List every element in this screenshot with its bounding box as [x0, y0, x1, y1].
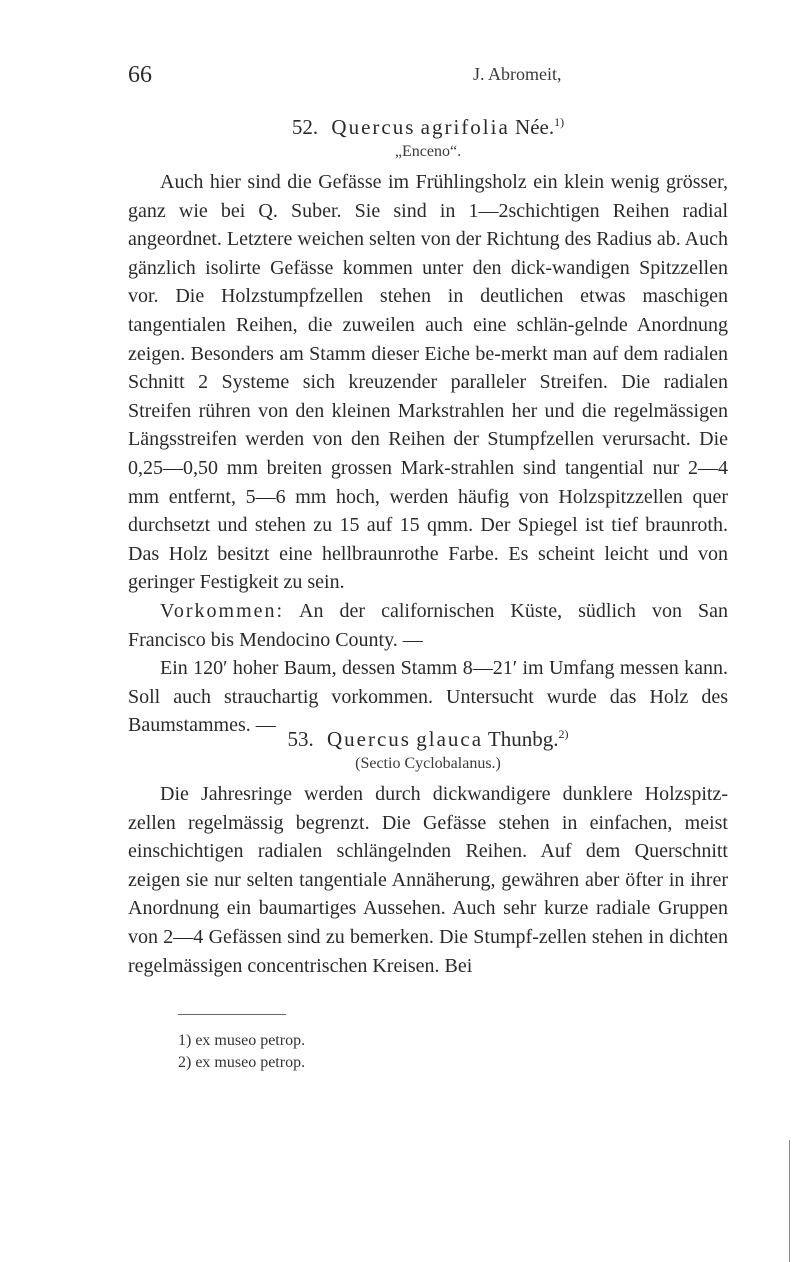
- section-52-body: [128, 168, 728, 740]
- body-paragraph: Ein 120′ hoher Baum, dessen Stamm 8—21′ im Umfang messen kann. Soll auch strauchartig vorkommen. Untersucht wurde das Holz des Baumstammes. —: [128, 657, 728, 737]
- footnote-rule: [178, 1014, 286, 1015]
- genus-name: Quercus: [331, 115, 416, 139]
- occurrence-label: Vorkommen:: [160, 599, 285, 622]
- section-number: 53.: [287, 727, 314, 751]
- species-epithet: glauca: [416, 727, 484, 751]
- footnote-ref: 2): [558, 727, 569, 741]
- page-edge-line: [789, 1140, 790, 1262]
- running-head: J. Abromeit,: [473, 64, 562, 84]
- occurrence-text: An der californischen Küste, südlich von San Francisco bis Mendocino County. —: [128, 599, 728, 651]
- footnote-ref: 1): [554, 115, 565, 129]
- page-number: 66: [128, 62, 152, 88]
- section-subline: (Sectio Cyclobalanus.): [355, 755, 501, 772]
- footnote: 2) ex museo petrop.: [178, 1054, 306, 1071]
- section-53-title: [128, 720, 728, 753]
- vernacular-name: „Enceno“.: [394, 143, 462, 160]
- author-name: Née.: [515, 115, 555, 139]
- section-53-heading: [128, 720, 728, 775]
- section-52-title: [128, 108, 728, 141]
- genus-name: Quercus: [327, 727, 411, 751]
- section-number: 52.: [291, 115, 319, 139]
- section-52-heading: [128, 108, 728, 163]
- page-header: [128, 62, 728, 92]
- body-paragraph: Die Jahresringe werden durch dickwandigere dunklere Holzspitz-zellen regelmässig begrenzt. Die Gefässe stehen in einfachen, meist einschichtigen radialen schlängelnden Reihen. Auf dem Querschnitt zeigen sie nur selten tangentiale Annäherung, gewähren aber öfter in ihrer Anordnung ein baumartiges Aussehen. Auch sehr kurze radiale Gruppen von 2—4 Gefässen sind zu bemerken. Die Stumpf-zellen stehen in dichten regelmässigen concentrischen Kreisen. Bei: [128, 783, 728, 977]
- body-paragraph: Auch hier sind die Gefässe im Frühlingsholz ein klein wenig grösser, ganz wie bei Q. Suber. Sie sind in 1—2schichtigen Reihen radial angeordnet. Letztere weichen selten von der Richtung des Radius ab. Auch gänzlich isolirte Gefässe kommen unter den dick-wandigen Spitzzellen vor. Die Holzstumpfzellen stehen in deutlichen etwas maschigen tangentialen Reihen, die zuweilen auch eine schlän-gelnde Anordnung zeigen. Besonders am Stamm dieser Eiche be-merkt man auf dem radialen Schnitt 2 Systeme sich kreuzender paralleler Streifen. Die radialen Streifen rühren von den kleinen Markstrahlen her und die regelmässigen Längsstreifen werden von den Reihen der Stumpfzellen verursacht. Die 0,25—0,50 mm breiten grossen Mark-strahlen sind tangential nur 2—4 mm entfernt, 5—6 mm hoch, werden häufig von Holzspitzzellen quer durchsetzt und stehen zu 15 auf 15 qmm. Der Spiegel ist tief braunroth. Das Holz besitzt eine hellbraunrothe Farbe. Es scheint leicht und von geringer Festigkeit zu sein.: [128, 171, 728, 594]
- footnotes: [178, 1030, 305, 1074]
- species-epithet: agrifolia: [420, 115, 510, 139]
- author-name: Thunbg.: [487, 727, 559, 751]
- occurrence-paragraph: [128, 597, 728, 654]
- footnote: 1) ex museo petrop.: [178, 1032, 306, 1049]
- section-53-body: [128, 780, 728, 980]
